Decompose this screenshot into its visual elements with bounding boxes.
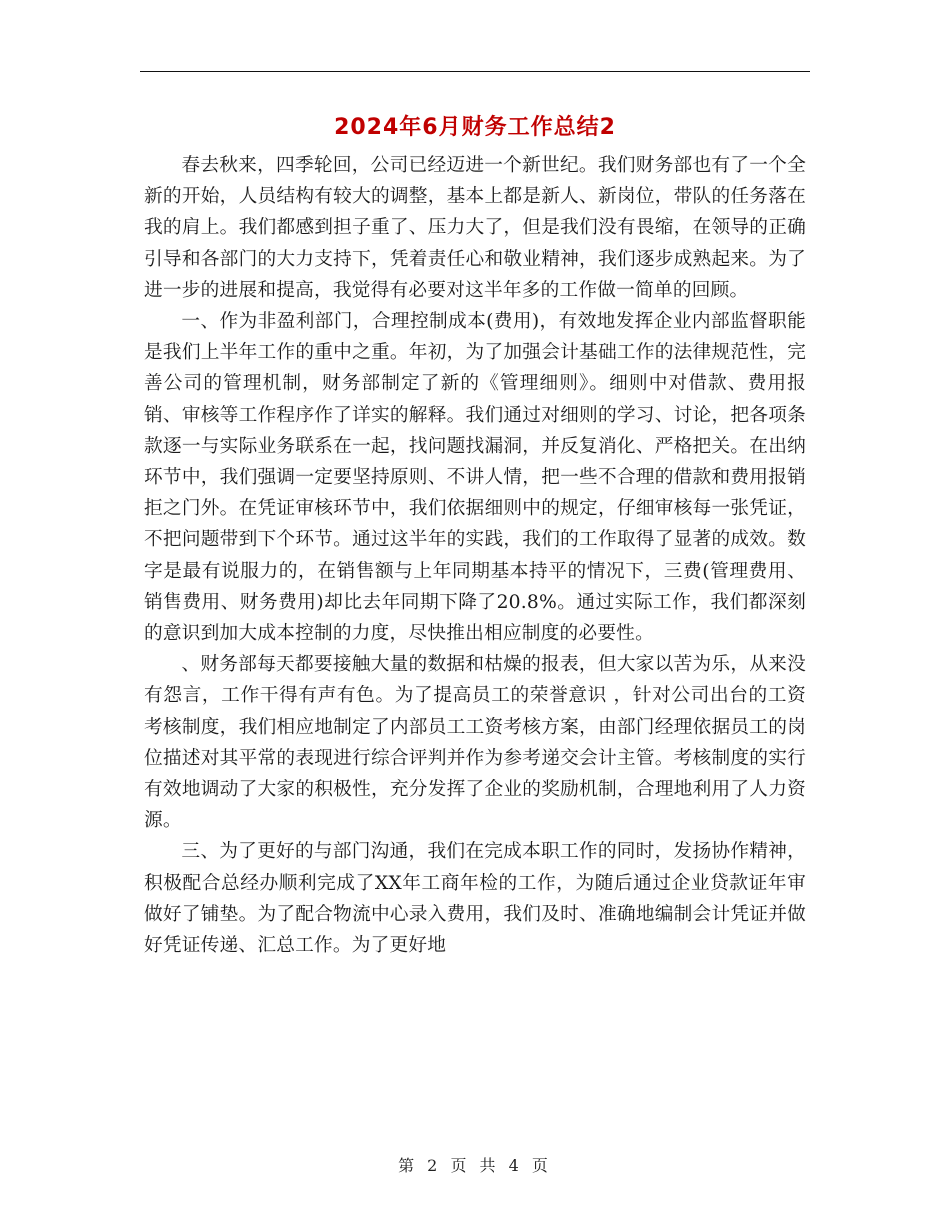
paragraph-cost-control: 一、作为非盈利部门，合理控制成本(费用)，有效地发挥企业内部监督职能是我们上半年工作的重中之重。年初，为了加强会计基础工作的法律规范性，完善公司的管理机制，财务部制定了新的《管理细则》。细则中对借款、费用报销、审核等工作程序作了详实的解释。我们通过对细则的学习、讨论，把各项条款逐一与实际业务联系在一起，找问题找漏洞，并反复消化、严格把关。在出纳环节中，我们强调一定要坚持原则、不讲人情，把一些不合理的借款和费用报销拒之门外。在凭证审核环节中，我们依据细则中的规定，仔细审核每一张凭证，不把问题带到下个环节。通过这半年的实践，我们的工作取得了显著的成效。数字是最有说服力的，在销售额与上年同期基本持平的情况下，三费(管理费用、销售费用、财务费用)却比去年同期下降了20.8%。通过实际工作，我们都深刻的意识到加大成本控制的力度，尽快推出相应制度的必要性。: [144, 311, 806, 645]
paragraph-collaboration: 三、为了更好的与部门沟通，我们在完成本职工作的同时，发扬协作精神，积极配合总经办顺利完成了XX年工商年检的工作，为随后通过企业贷款证年审做好了铺垫。为了配合物流中心录入费用，我们及时、准确地编制会计凭证并做好凭证传递、汇总工作。为了更好地: [144, 841, 806, 957]
paragraph-intro: 春去秋来，四季轮回，公司已经迈进一个新世纪。我们财务部也有了一个全新的开始，人员结构有较大的调整，基本上都是新人、新岗位，带队的任务落在我的肩上。我们都感到担子重了、压力大了，但是我们没有畏缩，在领导的正确引导和各部门的大力支持下，凭着责任心和敬业精神，我们逐步成熟起来。为了进一步的进展和提高，我觉得有必要对这半年多的工作做一简单的回顾。: [144, 155, 806, 301]
header-rule: [140, 71, 810, 72]
document-body: [144, 150, 806, 961]
document-title: 2024年6月财务工作总结2: [334, 115, 616, 140]
paragraph-staff-evaluation: 、财务部每天都要接触大量的数据和枯燥的报表，但大家以苦为乐，从来没有怨言，工作干得有声有色。为了提高员工的荣誉意识 ，针对公司出台的工资考核制度，我们相应地制定了内部员工工资考核方案，由部门经理依据员工的岗位描述对其平常的表现进行综合评判并作为参考递交会计主管。考核制度的实行有效地调动了大家的积极性，充分发挥了企业的奖励机制，合理地利用了人力资源。: [144, 654, 806, 832]
page-number: 第 2 页 共 4 页: [398, 1156, 552, 1175]
